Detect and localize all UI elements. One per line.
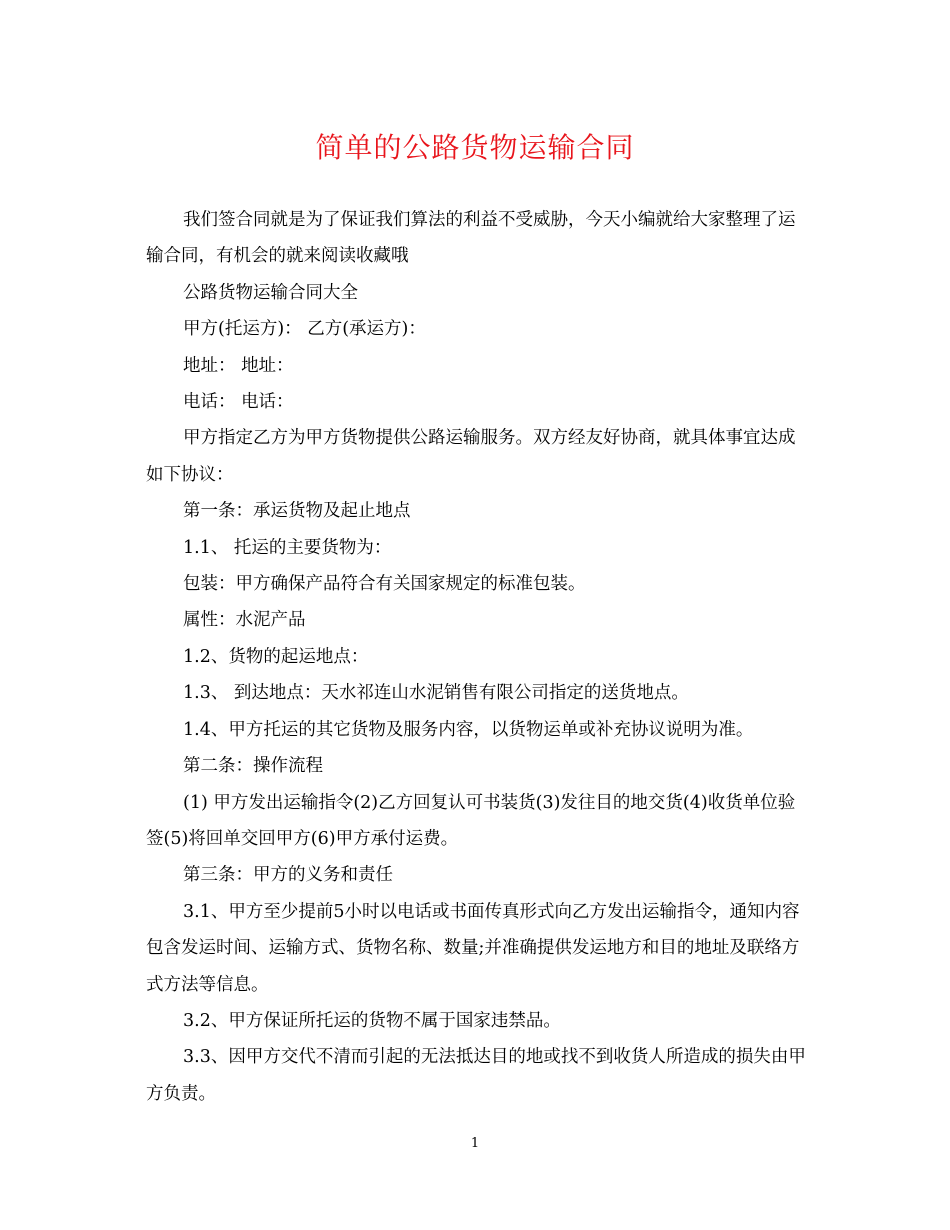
- clause-3-2: 3.2、甲方保证所托运的货物不属于国家违禁品。: [183, 1010, 561, 1031]
- paragraph-phone: 电话： 电话：: [183, 392, 294, 413]
- paragraph-intro: 我们签合同就是为了保证我们算法的利益不受威胁，今天小编就给大家整理了运输合同，有机会的就来阅读收藏哦: [146, 210, 796, 267]
- clause-process: (1) 甲方发出运输指令(2)乙方回复认可书装货(3)发往目的地交货(4)收货单位验签(5)将回单交回甲方(6)甲方承付运费。: [146, 792, 796, 849]
- clause-packaging: 包装：甲方确保产品符合有关国家规定的标准包装。: [183, 574, 586, 595]
- article-2-heading: 第二条：操作流程: [183, 756, 323, 777]
- paragraph-parties: 甲方(托运方)： 乙方(承运方)：: [183, 319, 426, 340]
- paragraph-heading: 公路货物运输合同大全: [183, 282, 358, 303]
- clause-3-1: 3.1、甲方至少提前5小时以电话或书面传真形式向乙方发出运输指令，通知内容包含发运时间、运输方式、货物名称、数量;并准确提供发运地方和目的地址及联络方式方法等信息。: [146, 901, 800, 995]
- paragraph-address: 地址： 地址：: [183, 355, 294, 376]
- clause-1-2: 1.2、货物的起运地点：: [183, 646, 369, 667]
- article-3-heading: 第三条：甲方的义务和责任: [183, 865, 393, 886]
- clause-1-1: 1.1、 托运的主要货物为：: [183, 537, 392, 558]
- article-1-heading: 第一条：承运货物及起止地点: [183, 501, 411, 522]
- document-title: 简单的公路货物运输合同: [315, 131, 635, 164]
- page-number: 1: [470, 1136, 480, 1151]
- document-body: [146, 202, 806, 1112]
- paragraph-agreement: 甲方指定乙方为甲方货物提供公路运输服务。双方经友好协商，就具体事宜达成如下协议：: [146, 428, 796, 485]
- clause-1-4: 1.4、甲方托运的其它货物及服务内容，以货物运单或补充协议说明为准。: [183, 719, 754, 740]
- clause-1-3: 1.3、 到达地点：天水祁连山水泥销售有限公司指定的送货地点。: [183, 683, 689, 704]
- clause-property: 属性：水泥产品: [183, 610, 306, 631]
- clause-3-3: 3.3、因甲方交代不清而引起的无法抵达目的地或找不到收货人所造成的损失由甲方负责。: [146, 1047, 806, 1104]
